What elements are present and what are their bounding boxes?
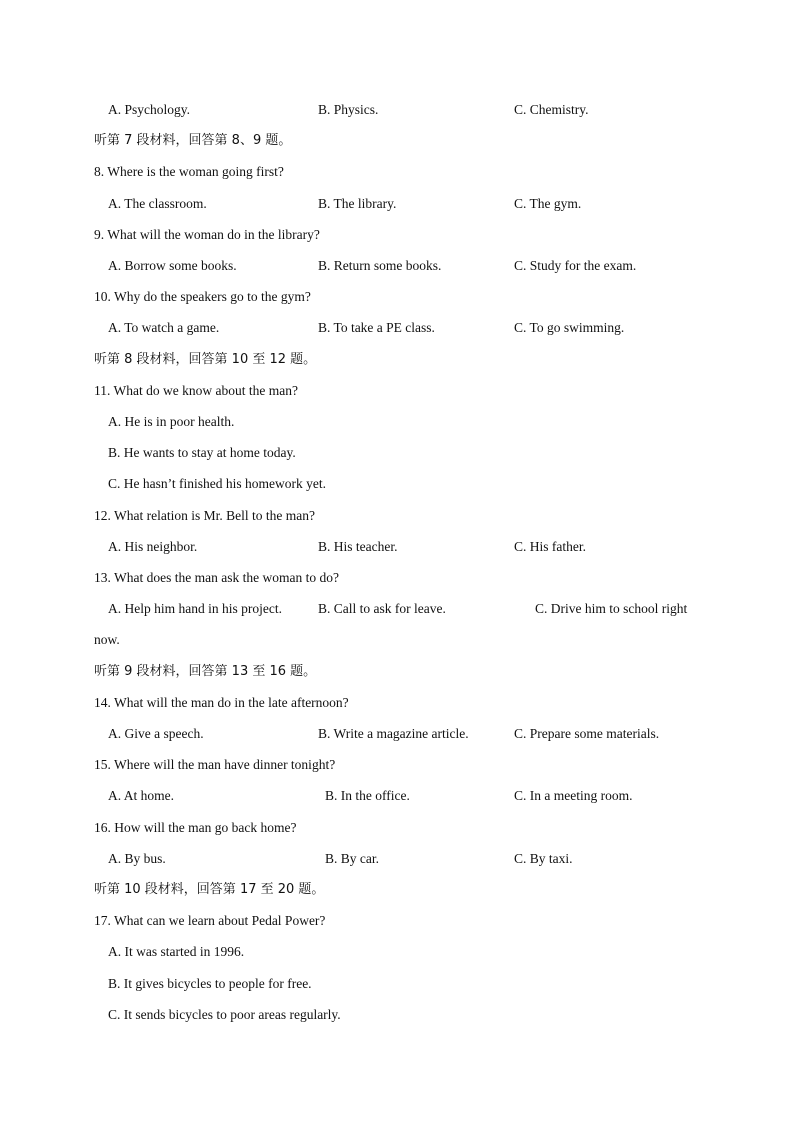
- question-17: 17. What can we learn about Pedal Power?: [94, 913, 326, 928]
- q7-option-c: C. Chemistry.: [514, 102, 589, 117]
- q12-option-b: B. His teacher.: [318, 539, 398, 554]
- question-9: 9. What will the woman do in the library?: [94, 227, 320, 242]
- question-15: 15. Where will the man have dinner tonight?: [94, 757, 336, 772]
- q13-option-b: B. Call to ask for leave.: [318, 601, 446, 616]
- q15-option-c: C. In a meeting room.: [514, 788, 633, 803]
- q11-option-a: A. He is in poor health.: [108, 414, 235, 429]
- question-16: 16. How will the man go back home?: [94, 820, 297, 835]
- q8-option-c: C. The gym.: [514, 196, 582, 211]
- q16-option-b: B. By car.: [325, 851, 379, 866]
- q12-option-a: A. His neighbor.: [108, 539, 198, 554]
- question-12: 12. What relation is Mr. Bell to the man?: [94, 508, 315, 523]
- q16-option-a: A. By bus.: [108, 851, 166, 866]
- q8-option-b: B. The library.: [318, 196, 397, 211]
- q7-option-b: B. Physics.: [318, 102, 379, 117]
- section-heading-8: 听第 8 段材料，回答第 10 至 12 题。: [94, 352, 317, 367]
- section-heading-10: 听第 10 段材料，回答第 17 至 20 题。: [94, 882, 325, 897]
- q11-option-b: B. He wants to stay at home today.: [108, 445, 296, 460]
- q15-option-a: A. At home.: [108, 788, 174, 803]
- question-8: 8. Where is the woman going first?: [94, 164, 284, 179]
- q17-option-b: B. It gives bicycles to people for free.: [108, 976, 312, 991]
- q14-option-b: B. Write a magazine article.: [318, 726, 469, 741]
- question-10: 10. Why do the speakers go to the gym?: [94, 289, 311, 304]
- q13-option-c-continuation: now.: [94, 632, 120, 647]
- q13-option-c: C. Drive him to school right: [535, 601, 688, 616]
- q14-option-a: A. Give a speech.: [108, 726, 204, 741]
- question-14: 14. What will the man do in the late afternoon?: [94, 695, 349, 710]
- q8-option-a: A. The classroom.: [108, 196, 207, 211]
- q12-option-c: C. His father.: [514, 539, 586, 554]
- q10-option-b: B. To take a PE class.: [318, 320, 435, 335]
- q14-option-c: C. Prepare some materials.: [514, 726, 660, 741]
- q13-option-a: A. Help him hand in his project.: [108, 601, 282, 616]
- question-13: 13. What does the man ask the woman to do?: [94, 570, 339, 585]
- q7-option-a: A. Psychology.: [108, 102, 191, 117]
- q16-option-c: C. By taxi.: [514, 851, 573, 866]
- q17-option-c: C. It sends bicycles to poor areas regularly.: [108, 1007, 341, 1022]
- section-heading-7: 听第 7 段材料，回答第 8、9 题。: [94, 133, 292, 148]
- q9-option-c: C. Study for the exam.: [514, 258, 637, 273]
- q10-option-c: C. To go swimming.: [514, 320, 625, 335]
- q9-option-b: B. Return some books.: [318, 258, 442, 273]
- section-heading-9: 听第 9 段材料，回答第 13 至 16 题。: [94, 664, 317, 679]
- q10-option-a: A. To watch a game.: [108, 320, 220, 335]
- q17-option-a: A. It was started in 1996.: [108, 944, 245, 959]
- q15-option-b: B. In the office.: [325, 788, 410, 803]
- q9-option-a: A. Borrow some books.: [108, 258, 237, 273]
- q11-option-c: C. He hasn’t finished his homework yet.: [108, 476, 326, 491]
- question-11: 11. What do we know about the man?: [94, 383, 298, 398]
